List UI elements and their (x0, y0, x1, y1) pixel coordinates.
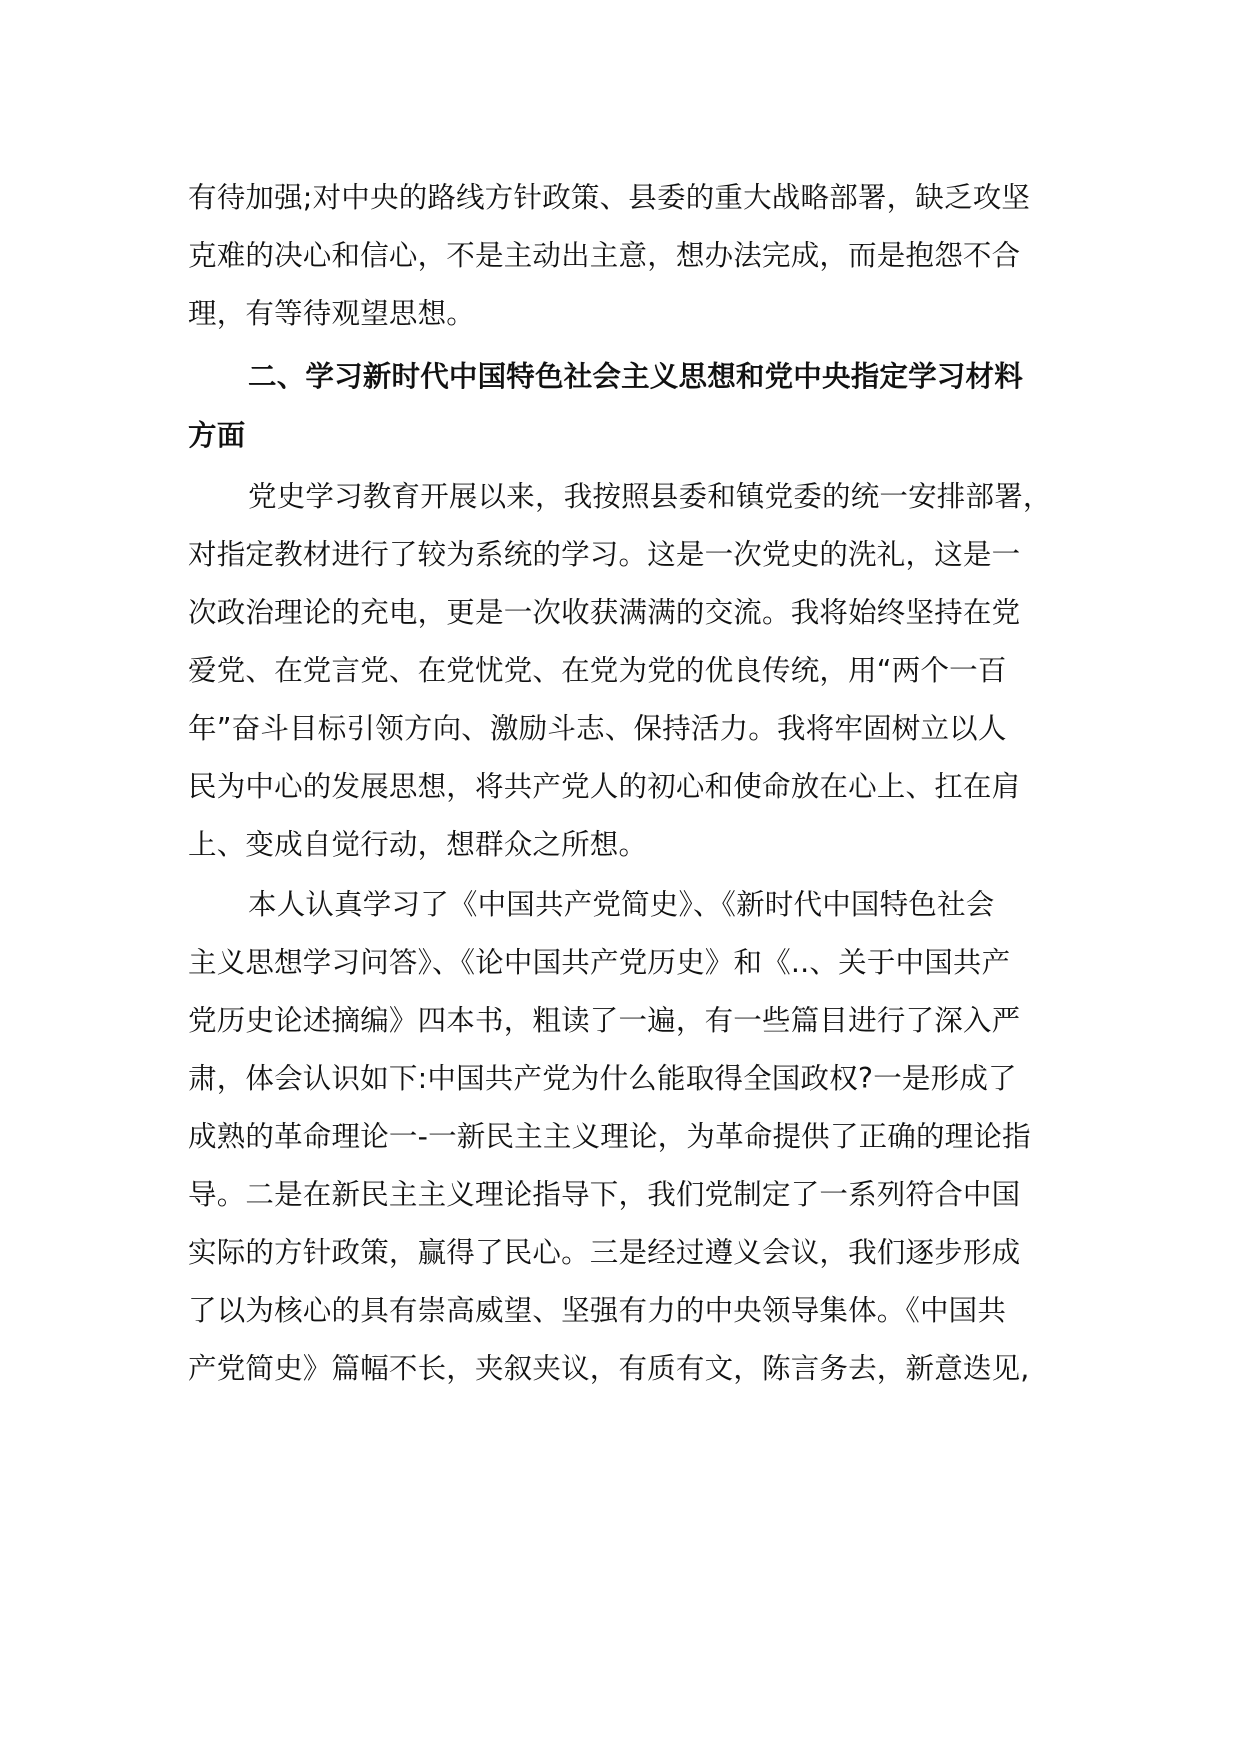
section-heading-continued: 方面 (188, 419, 246, 452)
body-text-line: 了以为核心的具有崇高威望、坚强有力的中央领导集体。《中国共 (188, 1294, 1007, 1327)
body-text-line: 实际的方针政策，赢得了民心。三是经过遵义会议，我们逐步形成 (188, 1236, 1021, 1269)
body-text-line: 党历史论述摘编》四本书，粗读了一遍，有一些篇目进行了深入严 (188, 1004, 1021, 1037)
body-text-line: 民为中心的发展思想，将共产党人的初心和使命放在心上、扛在肩 (188, 770, 1021, 803)
body-text-line: 次政治理论的充电，更是一次收获满满的交流。我将始终坚持在党 (188, 596, 1021, 629)
paragraph-first-line: 党史学习教育开展以来，我按照县委和镇党委的统一安排部署， (248, 480, 1052, 513)
body-text-line: 理，有等待观望思想。 (188, 297, 476, 330)
body-text-line: 肃，体会认识如下:中国共产党为什么能取得全国政权?一是形成了 (188, 1062, 1017, 1095)
body-text-line: 爱党、在党言党、在党忧党、在党为党的优良传统，用“两个一百 (188, 654, 1007, 687)
body-text-line: 主义思想学习问答》、《论中国共产党历史》和《..、关于中国共产 (188, 946, 1011, 979)
body-text-line: 有待加强;对中央的路线方针政策、县委的重大战略部署，缺乏攻坚 (188, 181, 1031, 214)
paragraph-first-line: 本人认真学习了《中国共产党简史》、《新时代中国特色社会 (248, 888, 995, 921)
body-text-line: 导。二是在新民主主义理论指导下，我们党制定了一系列符合中国 (188, 1178, 1021, 1211)
body-text-line: 年”奋斗目标引领方向、激励斗志、保持活力。我将牢固树立以人 (188, 712, 1007, 745)
body-text-line: 对指定教材进行了较为系统的学习。这是一次党史的洗礼，这是一 (188, 538, 1021, 571)
section-heading: 二、学习新时代中国特色社会主义思想和党中央指定学习材料 (248, 360, 1023, 393)
body-text-line: 成熟的革命理论一-一新民主主义理论，为革命提供了正确的理论指 (188, 1120, 1031, 1153)
body-text-line: 克难的决心和信心，不是主动出主意，想办法完成，而是抱怨不合 (188, 239, 1021, 272)
body-text-line: 上、变成自觉行动，想群众之所想。 (188, 828, 648, 861)
body-text-line: 产党简史》篇幅不长，夹叙夹议，有质有文，陈言务去，新意迭见, (188, 1352, 1030, 1385)
